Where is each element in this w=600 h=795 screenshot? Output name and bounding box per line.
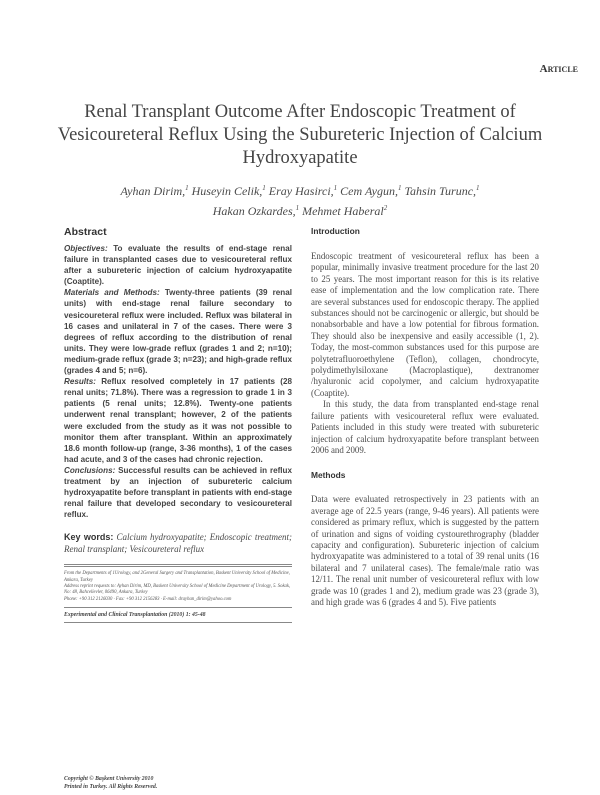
affiliation-contact: Phone: +90 312 2126030 · Fax: +90 312 2156283 · E-mail: drayhan_dirim@yahoo.com bbox=[64, 596, 232, 602]
article-type-label: Article bbox=[539, 63, 578, 75]
abstract-methods-label: Materials and Methods: bbox=[64, 288, 160, 298]
right-column bbox=[311, 226, 539, 608]
affiliation-address: Address reprint requests to: Ayhan Dirim, MD, Baskent University School of Medicine Department of Urology, 5. Sokak, No: 48, Bahcelievler, 06490, Ankara, Turkey bbox=[64, 583, 291, 596]
keywords-label: Key words: bbox=[64, 532, 114, 543]
abstract-results-text: Reflux resolved completely in 17 patients (28 renal units; 71.8%). There was a regression to grade 1 in 3 patients (5 renal units; 12.8%). Twenty-one patients underwent renal transplant; however, 2 of the patients were excluded from the study as it was not possible to monitor them after transplant. Within an approximately 18.6 month follow-up (range, 3-36 months), 1 of the cases had acute, and 3 of the cases had chronic rejection. bbox=[64, 377, 292, 464]
author-name: Ayhan Dirim, bbox=[120, 184, 186, 198]
introduction-heading: Introduction bbox=[311, 226, 360, 236]
divider-rule bbox=[64, 564, 292, 567]
author-name: Hakan Ozkardes, bbox=[212, 204, 296, 218]
introduction-paragraph-1: Endoscopic treatment of vesicoureteral reflux has been a popular, minimally invasive treatment procedure for the last 20 to 25 years. The most important reason for this is its relative ease of implementation and the low complication rate. There are several substances used for endoscopic therapy. The applied substances should not be carcinogenic or allergic, but should be nonabsorbable and have a low potential for fibrous formation. They should also be inexpensive and easily accessible (1, 2). Today, the most-common substances used for this purpose are polytetrafluoroethylene (Teflon), collagen, chondrocyte, polydimethylsiloxane (Macroplastique), dextranomer /hyaluronic acid copolymer, and calcium hydroxyapatite (Coaptite). bbox=[311, 251, 539, 398]
paper-title: Renal Transplant Outcome After Endoscopic Treatment of Vesicoureteral Reflux Using the Subureteric Injection of Calcium Hydroxyapatite bbox=[57, 102, 543, 168]
abstract-methods bbox=[64, 287, 292, 376]
author-affil-sup: 1 bbox=[397, 184, 402, 192]
author-line-2 bbox=[60, 200, 540, 220]
abstract-results bbox=[64, 376, 292, 465]
divider-rule bbox=[64, 607, 292, 608]
journal-reference: Experimental and Clinical Transplantation (2010) 1: 45-48 bbox=[64, 611, 206, 618]
author-line-1 bbox=[60, 180, 540, 200]
abstract-conclusions bbox=[64, 465, 292, 520]
abstract-objectives-label: Objectives: bbox=[64, 244, 108, 253]
divider-rule bbox=[64, 622, 292, 623]
printed-line: Printed in Turkey. All Rights Reserved. bbox=[64, 784, 158, 790]
abstract-objectives-text: To evaluate the results of end-stage renal failure in transplanted cases due to vesicoureteral reflux after a subureteric injection of calcium hydroxyapatite (Coaptite). bbox=[64, 244, 292, 287]
abstract-conclusions-label: Conclusions: bbox=[64, 465, 116, 475]
author-name: Cem Aygun, bbox=[340, 184, 398, 198]
author-name: Tahsin Turunc, bbox=[404, 184, 477, 198]
methods-paragraph-1: Data were evaluated retrospectively in 23 patients with an average age of 22.5 years (range, 9-46 years). All patients were considered as primary reflux, which is suggested by the pattern of urination and signs of voiding cystourethrography (bladder capacity and configuration). Subureteric injection of calcium hydroxyapatite was administered to a total of 39 renal units (16 bilateral and 7 unilateral cases). The female/male ratio was 12/11. The renal unit number of vesicoureteral reflux with low grade was 10 (grades 1 and 2), medium grade was 23 (grade 3), and high grade was 6 (grades 4 and 5). Five patients bbox=[311, 494, 539, 607]
abstract-methods-text: Twenty-three patients (39 renal units) with end-stage renal failure secondary to vesicoureteral reflux were included. Reflux was bilateral in 16 cases and unilateral in 7 of the cases. There were 3 degrees of reflux according to the distribution of renal units. They were low-grade reflux (grades 1 and 2; n=10); medium-grade reflux (grade 3; n=23); and high-grade reflux (grades 4 and 5; n=6). bbox=[64, 288, 293, 376]
author-name: Eray Hasirci, bbox=[268, 184, 334, 198]
abstract-results-label: Results: bbox=[64, 377, 96, 387]
abstract-conclusions-text: Successful results can be achieved in reflux treatment by an injection of subureteric calcium hydroxyapatite before transplant in patients with end-stage renal failure that developed secondary to vesicoureteral reflux. bbox=[64, 465, 292, 520]
author-affil-sup: 1 bbox=[476, 184, 480, 192]
author-name: Huseyin Celik, bbox=[191, 184, 263, 198]
author-affil-sup: 1 bbox=[185, 184, 189, 192]
author-list bbox=[60, 180, 540, 220]
author-affil-sup: 1 bbox=[333, 184, 338, 192]
methods-heading: Methods bbox=[311, 470, 346, 481]
abstract-heading: Abstract bbox=[64, 226, 107, 238]
left-column bbox=[64, 226, 292, 623]
keywords-text: Calcium hydroxyapatite; Endoscopic treatment; Renal transplant; Vesicoureteral reflux bbox=[64, 532, 293, 554]
copyright-notice bbox=[64, 775, 304, 791]
keywords bbox=[64, 532, 292, 555]
abstract-objectives bbox=[64, 243, 292, 287]
introduction-paragraph-2: In this study, the data from transplanted end-stage renal failure patients with vesicoureteral reflux were evaluated. Patients included in this study were treated with subureteric injection of calcium hydroxyapatite before transplant between 2006 and 2009. bbox=[311, 399, 539, 455]
affiliation-from: From the Departments of 1Urology, and 2General Surgery and Transplantation, Baskent University School of Medicine, Ankara, Turkey bbox=[64, 571, 290, 583]
author-affil-sup: 1 bbox=[262, 184, 266, 192]
author-affil-sup: 1 bbox=[295, 204, 300, 212]
copyright-line: Copyright © Başkent University 2010 bbox=[64, 776, 154, 782]
author-name: Mehmet Haberal bbox=[302, 204, 384, 218]
author-affil-sup: 2 bbox=[383, 204, 388, 212]
